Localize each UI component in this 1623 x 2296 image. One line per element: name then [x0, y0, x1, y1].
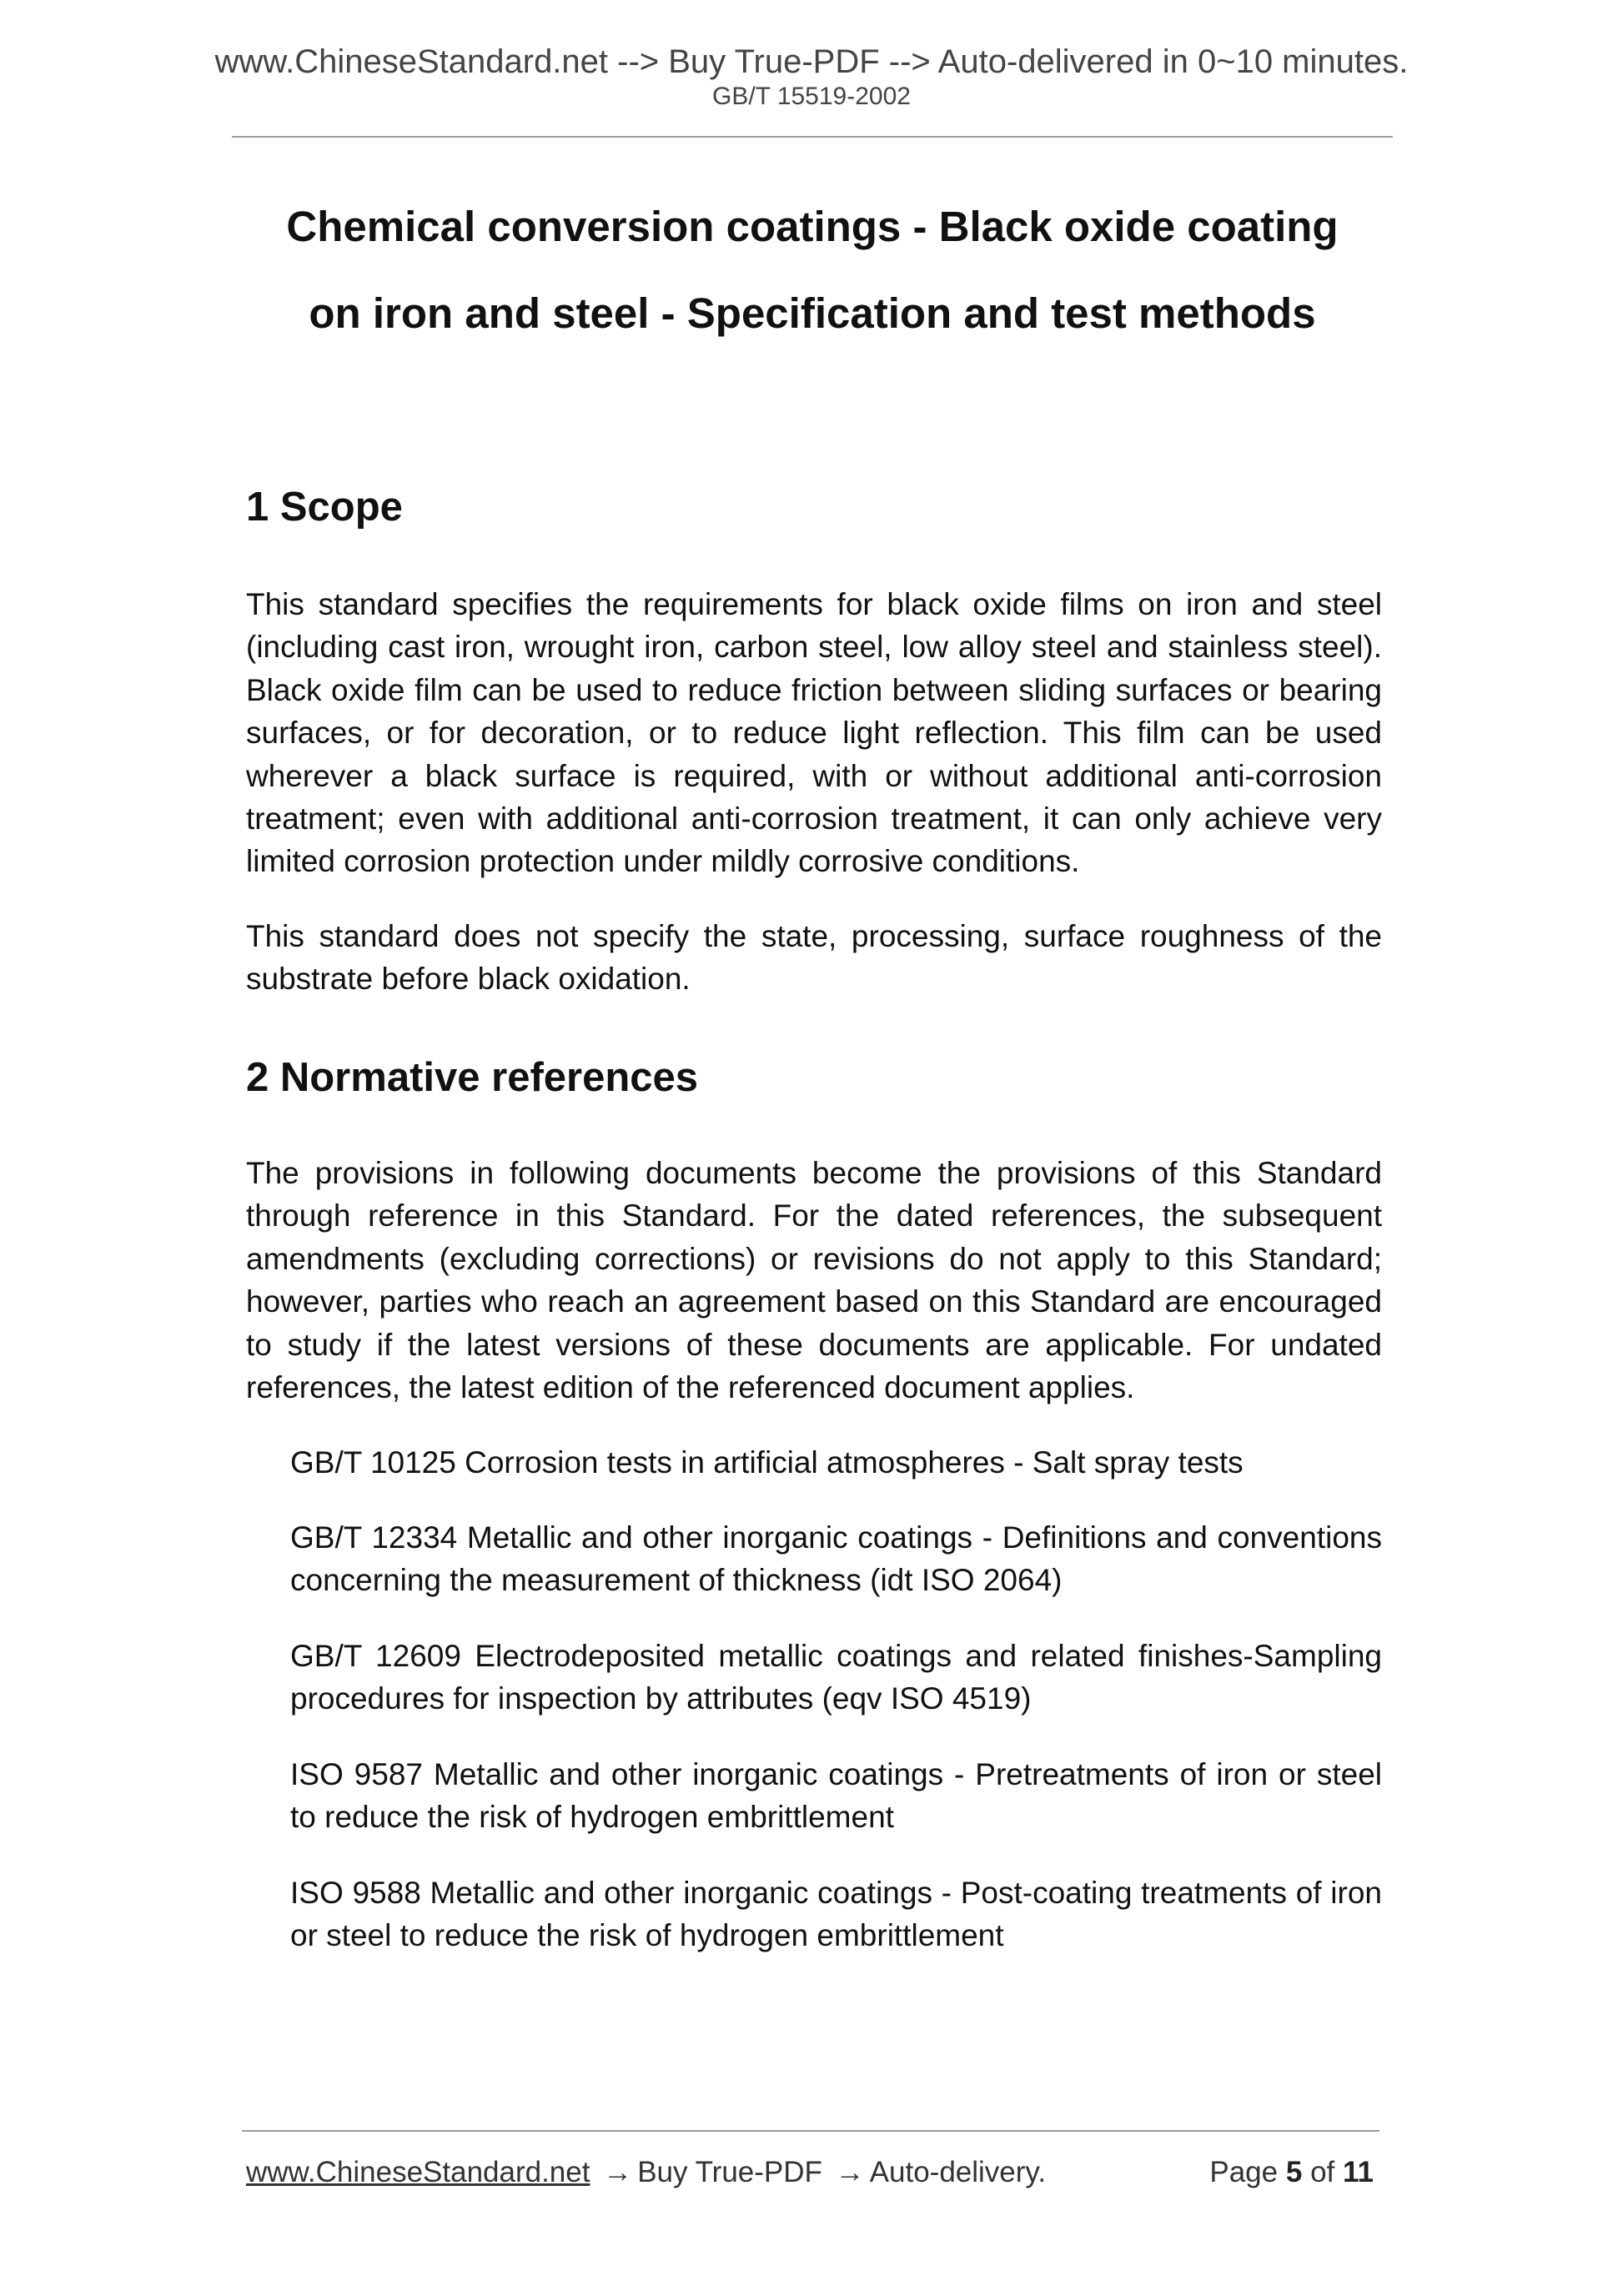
scope-paragraph-1: This standard specifies the requirements for black oxide films on iron and steel (including cast iron, wrought iron, carbon steel, low alloy steel and stainless steel). Black oxide film can be used to reduce friction between sliding surfaces or bearing surfaces, or for decoration, or to reduce light reflection. This film can be used wherever a black surface is required, with or without additional anti-corrosion treatment; even with additional anti-corrosion treatment, it can only achieve very limited corrosion protection under mildly corrosive conditions.	[246, 587, 1382, 879]
reference-item: GB/T 10125 Corrosion tests in artificial atmospheres - Salt spray tests	[290, 1445, 1244, 1480]
scope-paragraph-2: This standard does not specify the state, processing, surface roughness of the substrate before black oxidation.	[246, 919, 1382, 997]
section-heading-scope: 1 Scope	[246, 485, 403, 530]
reference-item: GB/T 12609 Electrodeposited metallic coatings and related finishes-Sampling procedures for inspection by attributes (eqv ISO 4519)	[290, 1639, 1382, 1716]
right-arrow-icon: →	[835, 2156, 865, 2188]
document-title	[232, 183, 1393, 357]
footer-divider	[242, 2130, 1379, 2132]
page-total: 11	[1343, 2156, 1374, 2188]
header-banner: www.ChineseStandard.net --> Buy True-PDF --> Auto-delivered in 0~10 minutes.	[214, 43, 1409, 80]
footer-promo	[246, 2152, 1046, 2193]
page-number: 5	[1285, 2156, 1303, 2188]
page-indicator	[1209, 2152, 1374, 2193]
section-heading-normative-references: 2 Normative references	[246, 1055, 699, 1100]
title-line-2: on iron and steel - Specification and test methods	[309, 289, 1316, 337]
footer-site-link[interactable]: www.ChineseStandard.net	[246, 2156, 590, 2188]
page-label: Page	[1209, 2156, 1279, 2188]
standard-code: GB/T 15519-2002	[712, 83, 911, 110]
references-intro-paragraph: The provisions in following documents become the provisions of this Standard through reference in this Standard. For the dated references, the subsequent amendments (excluding corrections) or revisions do not apply to this Standard; however, parties who reach an agreement based on this Standard are encouraged to study if the latest versions of these documents are applicable. For undated references, the latest edition of the referenced document applies.	[246, 1156, 1382, 1405]
footer-buy-text: Buy True-PDF	[637, 2156, 822, 2188]
reference-item: ISO 9587 Metallic and other inorganic coatings - Pretreatments of iron or steel to reduce the risk of hydrogen embrittlement	[290, 1757, 1382, 1835]
reference-item: ISO 9588 Metallic and other inorganic coatings - Post-coating treatments of iron or steel to reduce the risk of hydrogen embrittlement	[290, 1876, 1382, 1953]
page-footer	[246, 2152, 1382, 2193]
title-line-1: Chemical conversion coatings - Black oxide coating	[286, 203, 1339, 250]
header-divider	[232, 136, 1393, 138]
reference-item: GB/T 12334 Metallic and other inorganic coatings - Definitions and conventions concerning the measurement of thickness (idt ISO 2064)	[290, 1520, 1382, 1598]
footer-delivery-text: Auto-delivery.	[869, 2156, 1047, 2188]
page-of-label: of	[1310, 2156, 1335, 2188]
right-arrow-icon: →	[603, 2156, 633, 2188]
